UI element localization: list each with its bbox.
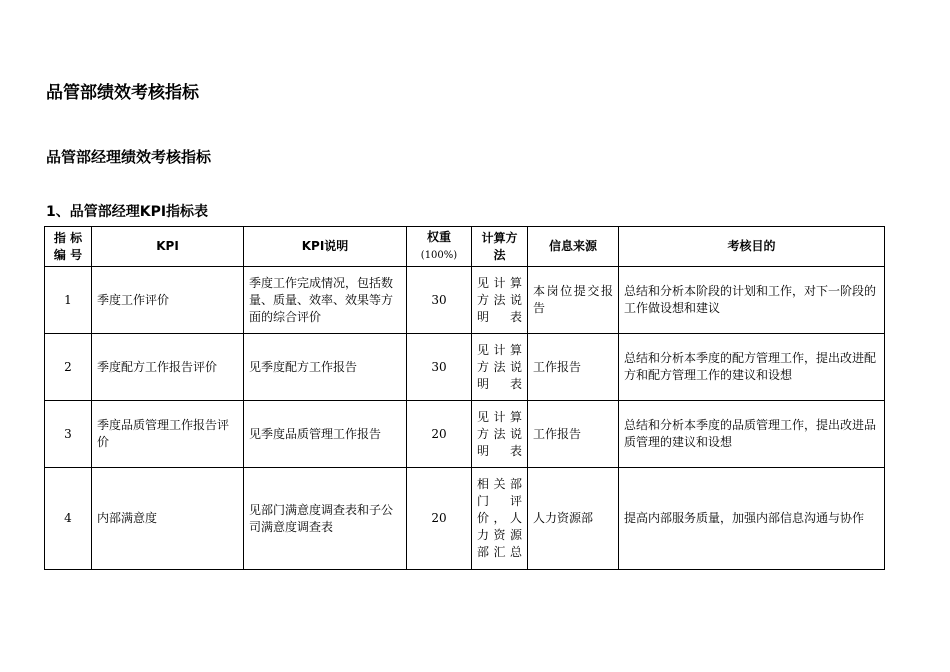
table-row: [45, 401, 885, 468]
cell-method: 见计算方法说明表: [472, 401, 528, 468]
header-weight: [407, 227, 472, 267]
header-kpi: KPI: [92, 227, 244, 267]
header-method: 计算方法: [472, 227, 528, 267]
table-row: [45, 468, 885, 570]
cell-purpose: 总结和分析本季度的品质管理工作，提出改进品质管理的建议和设想: [619, 401, 885, 468]
cell-num: 2: [45, 334, 92, 401]
table-row: [45, 267, 885, 334]
cell-method: 相关部门评价，人力资源部汇总: [472, 468, 528, 570]
header-num: 指 标 编 号: [45, 227, 92, 267]
cell-method: 见计算方法说明表: [472, 334, 528, 401]
cell-desc: 见季度品质管理工作报告: [244, 401, 407, 468]
cell-source: 本岗位提交报告: [528, 267, 619, 334]
table-header-row: [45, 227, 885, 267]
cell-kpi: 内部满意度: [92, 468, 244, 570]
cell-weight: 30: [407, 334, 472, 401]
cell-source: 人力资源部: [528, 468, 619, 570]
header-desc: KPI说明: [244, 227, 407, 267]
header-source: 信息来源: [528, 227, 619, 267]
cell-num: 1: [45, 267, 92, 334]
cell-weight: 30: [407, 267, 472, 334]
table-row: [45, 334, 885, 401]
cell-purpose: 总结和分析本季度的配方管理工作，提出改进配方和配方管理工作的建议和设想: [619, 334, 885, 401]
document-title: 品管部绩效考核指标: [46, 83, 199, 103]
header-purpose: 考核目的: [619, 227, 885, 267]
cell-kpi: 季度品质管理工作报告评价: [92, 401, 244, 468]
header-weight-sub: (100%): [420, 250, 458, 261]
cell-method: 见计算方法说明表: [472, 267, 528, 334]
cell-desc: 季度工作完成情况，包括数量、质量、效率、效果等方面的综合评价: [244, 267, 407, 334]
cell-num: 4: [45, 468, 92, 570]
cell-weight: 20: [407, 468, 472, 570]
cell-num: 3: [45, 401, 92, 468]
cell-weight: 20: [407, 401, 472, 468]
cell-desc: 见部门满意度调查表和子公司满意度调查表: [244, 468, 407, 570]
header-weight-label: 权重: [426, 230, 451, 244]
cell-kpi: 季度工作评价: [92, 267, 244, 334]
section-heading: 1、品管部经理KPI指标表: [46, 204, 209, 220]
cell-source: 工作报告: [528, 401, 619, 468]
cell-kpi: 季度配方工作报告评价: [92, 334, 244, 401]
cell-purpose: 总结和分析本阶段的计划和工作，对下一阶段的工作做设想和建议: [619, 267, 885, 334]
cell-purpose: 提高内部服务质量，加强内部信息沟通与协作: [619, 468, 885, 570]
kpi-table: [44, 226, 885, 570]
cell-source: 工作报告: [528, 334, 619, 401]
document-subtitle: 品管部经理绩效考核指标: [46, 148, 212, 166]
cell-desc: 见季度配方工作报告: [244, 334, 407, 401]
